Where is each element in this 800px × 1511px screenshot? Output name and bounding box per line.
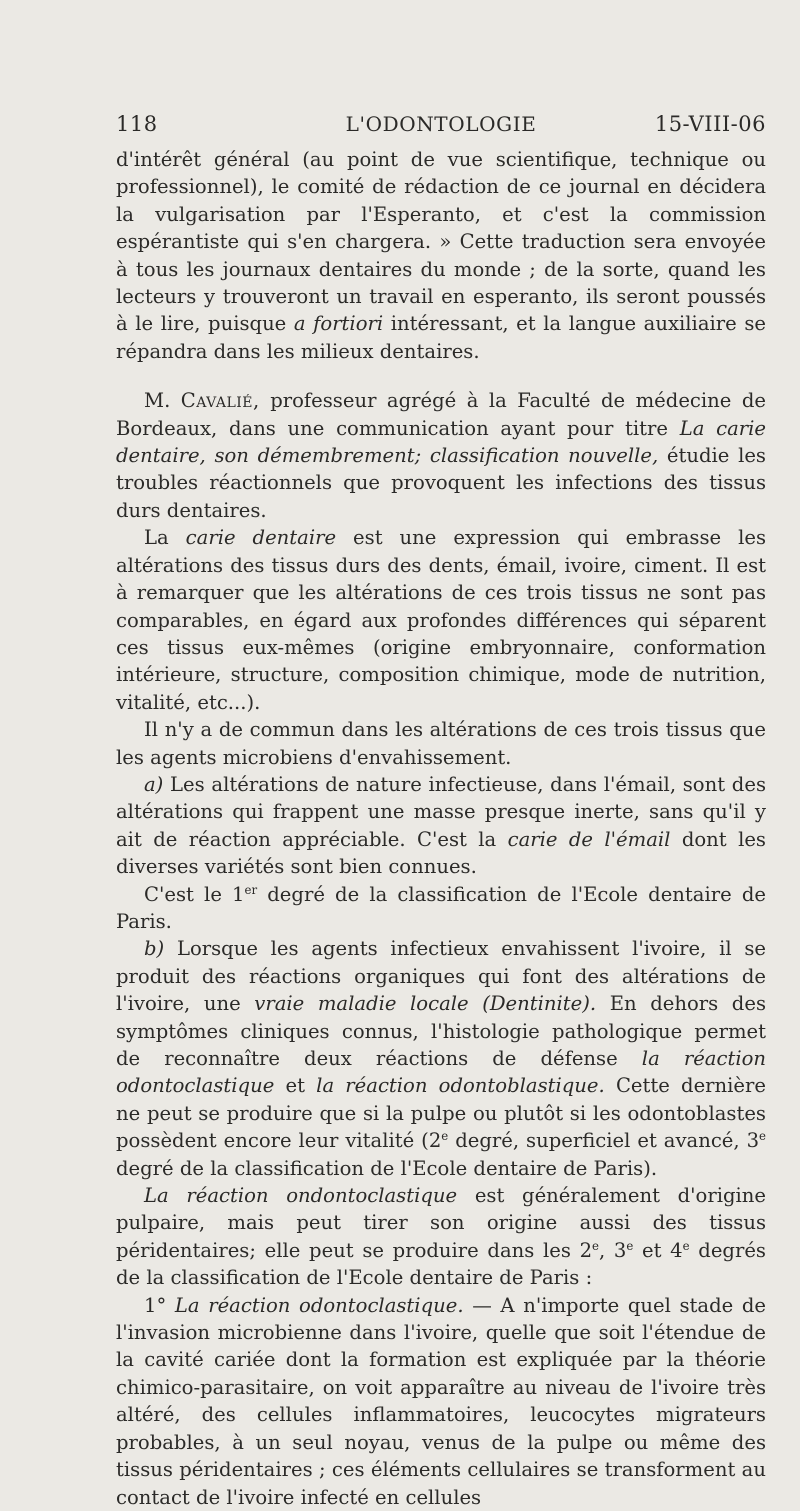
italic-run: La carie dentaire, son démembrement; classification nouvelle, [116, 416, 767, 468]
italic-run: la réaction odontoclastique [116, 1047, 766, 1098]
text-run: étudie les troubles réactionnels que provoquent les infections des tissus durs dentaires. [116, 444, 766, 522]
text-run: degrés de la classification de l'Ecole dentaire de Paris : [116, 1238, 766, 1290]
paragraph-1 [116, 146, 766, 365]
italic-run: vraie maladie locale (Dentinite). [254, 992, 597, 1016]
superscript: e [626, 1238, 634, 1253]
superscript: e [759, 1129, 767, 1144]
text-run: C'est le 1 [144, 882, 245, 906]
body-text [116, 146, 766, 1511]
paragraph-3 [116, 524, 766, 716]
text-run: M. [144, 389, 171, 413]
text-run: Les altérations de nature infectieuse, dans l'émail, sont des altérations qui frappent une masse presque inerte, sans qu'il y ait de réaction appréciable. C'est la [116, 772, 767, 851]
running-head [116, 112, 766, 144]
text-run: professeur agrégé à la Faculté de médecine de Bordeaux, dans une communication ayant pour titre [116, 389, 766, 440]
text-run: est généralement d'origine pulpaire, mais peut tirer son origine aussi des tissus péridentaires; elle peut se produire dans les 2 [116, 1184, 767, 1262]
text-run: degré, superficiel et avancé, 3 [455, 1129, 760, 1153]
italic-run: La réaction ondontoclastique [144, 1184, 458, 1208]
paragraph-2 [116, 387, 766, 524]
page-number: 118 [116, 112, 158, 136]
superscript: e [682, 1238, 690, 1253]
text-run: Lorsque les agents infectieux envahissent l'ivoire, il se produit des réactions organiques qui font des altérations de l'ivoire, une [116, 937, 766, 1016]
journal-title: L'ODONTOLOGIE [345, 112, 537, 136]
text-run: est une expression qui embrasse les altérations des tissus durs des dents, émail, ivoire, ciment. Il est à remarquer que les altérations de ces trois tissus ne sont pas comparables, en égard aux profondes différences qui séparent ces tissus eux-mêmes (origine embryonnaire, conformation intérieure, structure, composition chimique, mode de nutrition, vitalité, etc...). [116, 526, 766, 714]
text-run: Il n'y a de commun dans les altérations de ces trois tissus que les agents microbiens d'envahissement. [116, 718, 766, 769]
paragraph-6 [116, 881, 766, 936]
paragraph-9 [116, 1292, 766, 1511]
superscript: er [244, 882, 258, 897]
text-run: et 4 [642, 1238, 683, 1262]
text-run: La [144, 526, 169, 550]
issue-date: 15-VIII-06 [654, 112, 766, 136]
italic-run: a fortiori [293, 312, 384, 336]
paragraph-7 [116, 935, 766, 1182]
text-run: — A n'importe quel stade de l'invasion microbienne dans l'ivoire, quelle que soit l'étendue de la cavité cariée dont la formation est expliquée par la théorie chimico-parasitaire, on voit apparaître au niveau de l'ivoire très altéré, des cellules inflammatoires, leucocytes migrateurs probables, à un seul noyau, venus de la pulpe ou même des tissus péridentaires ; ces éléments cellulaires se transforment au contact de l'ivoire infecté en cellules [116, 1293, 767, 1509]
italic-run: carie de l'émail [507, 827, 671, 851]
paragraph-4 [116, 716, 766, 771]
list-label: b) [144, 937, 165, 961]
text-run: dont les diverses variétés sont bien connues. [116, 827, 766, 879]
italic-run: carie dentaire [185, 526, 337, 550]
text-run: et [285, 1074, 305, 1098]
italic-run: la réaction odontoblastique. [316, 1074, 605, 1098]
text-run: d'intérêt général (au point de vue scientifique, technique ou professionnel), le comité de rédaction de ce journal en décidera la vulgarisation par l'Esperanto, et c'est la commission espérantiste qui s'en chargera. » Cette traduction sera envoyée à tous les journaux dentaires du monde ; de la sorte, quand les lecteurs y trouveront un travail en esperanto, ils seront poussés à le lire, puisque [116, 148, 766, 336]
text-run: En dehors des symptômes cliniques connus, l'histologie pathologique permet de reconnaître deux réactions de défense [116, 992, 766, 1070]
list-label: a) [144, 772, 164, 796]
text-run: Cette dernière ne peut se produire que si la pulpe ou plutôt si les odontoblastes possèdent encore leur vitalité (2 [116, 1074, 766, 1153]
italic-run: La réaction odontoclastique. [174, 1293, 464, 1317]
superscript: e [592, 1238, 600, 1253]
superscript: e [441, 1129, 449, 1144]
author-name: Cavalié, [180, 389, 260, 413]
text-run: intéressant, et la langue auxiliaire se répandra dans les milieux dentaires. [116, 312, 766, 363]
paragraph-8 [116, 1182, 766, 1292]
list-number: 1° [144, 1293, 167, 1317]
text-run: , 3 [599, 1238, 627, 1262]
text-run: degré de la classification de l'Ecole dentaire de Paris). [116, 1156, 658, 1180]
text-run: degré de la classification de l'Ecole dentaire de Paris. [116, 882, 766, 933]
paragraph-5 [116, 771, 766, 881]
